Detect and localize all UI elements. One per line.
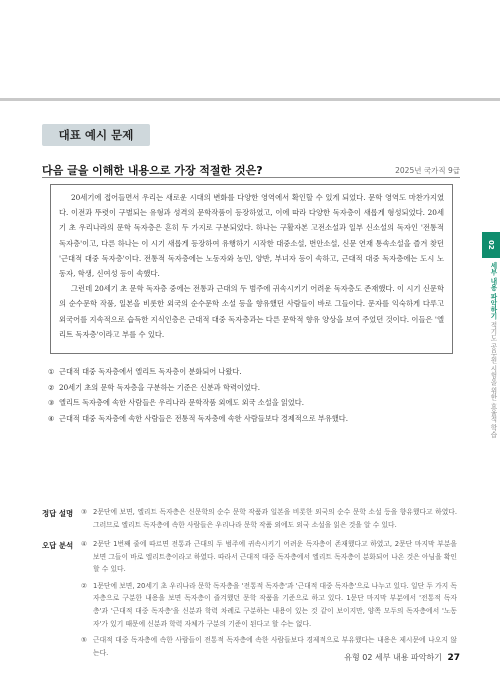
page-number: 27 [447, 653, 460, 663]
wrong-text: 근대적 대중 독자층에 속한 사람들이 전통적 독자층에 속한 사람들보다 경제적으로 부유했다는 내용은 제시문에 나오지 않는다. [93, 636, 457, 657]
choice-text: 20세기 초의 문학 독자층을 구분하는 기준은 신분과 학력이었다. [59, 382, 261, 392]
answer-number: ③ [81, 508, 88, 516]
wrong-text: 2문단 1번째 줄에 따르면 전통과 근대의 두 범주에 귀속시키기 어려운 독자층이 존재했다고 하였고, 2문단 마지막 부분을 보면 그들이 바로 엘리트층이라고 하였다. 따라서 근대적 대중 독자층에서 엘리트 독자층이 분화되어 나온 것은 아님을 확인할 수 있다. [93, 540, 457, 574]
footer-unit: 유형 02 [344, 653, 373, 662]
choice-number: ② [48, 382, 55, 392]
chapter-tab: 02 [482, 232, 500, 258]
answer-item [81, 506, 457, 531]
choice-number: ③ [48, 398, 55, 407]
answer-label: 정답 설명 [42, 509, 74, 518]
wrong-number: ② [81, 581, 88, 590]
choice-4[interactable] [48, 411, 448, 427]
footer-title: 세부 내용 파악하기 [375, 653, 442, 662]
answer-explanation [81, 506, 457, 531]
passage-paragraph: 그런데 20세기 초 문학 독자층 중에는 전통과 근대의 두 범주에 귀속시키기 어려운 독자층도 존재했다. 이 시기 신문학의 순수문학 작품, 일본을 비롯한 외국의 순수문학 소설 등을 향유했던 사람들이 바로 그들이다. 문자를 익숙하게 다루고 외국어를 지속적으로 습득한 지식인층은 근대적 대중 독자층과는 다른 문학적 향유 양상을 보여 주었던 것이다. 이들은 '엘리트 독자층'이라고 부를 수 있다. [59, 284, 444, 339]
section-tag: 대표 예시 문제 [42, 124, 150, 146]
question-divider [42, 177, 460, 178]
wrong-item [81, 580, 457, 630]
passage-paragraph: 20세기에 접어들면서 우리는 새로운 시대의 변화를 다양한 영역에서 확인할 수 있게 되었다. 문학 영역도 마찬가지였다. 이전과 뚜렷이 구별되는 유형과 성격의 문학작품이 등장하였고, 이에 따라 다양한 독자층이 새롭게 형성되었다. 20세기 초 우리나라의 문학 독자층은 흔히 두 가지로 구분되었다. 하나는 구활자본 고전소설과 일부 신소설의 독자인 '전통적 독자층'이고, 다른 하나는 이 시기 새롭게 등장하여 유행하기 시작한 대중소설, 번안소설, 신문 연재 통속소설을 즐겨 찾던 '근대적 대중 독자층'이다. 전통적 독자층에는 노동자와 농민, 양반, 부녀자 등이 속하고, 근대적 대중 독자층에는 도시 노동자, 학생, 신여성 등이 속했다. [59, 193, 444, 279]
choice-text: 근대적 대중 독자층에 속한 사람들은 전통적 독자층에 속한 사람들보다 경제적으로 부유했다. [59, 413, 348, 423]
choice-text: 엘리트 독자층에 속한 사람들은 우리나라 문학작품 외에도 외국 소설을 읽었다. [59, 398, 305, 407]
choice-3[interactable] [48, 395, 448, 411]
choice-list [48, 364, 448, 426]
side-subtitle: 적기도 공무원 시험을 위한 효율적 학습 [489, 321, 497, 438]
header-rule [0, 0, 500, 101]
side-accent-title: 세부 내용 파악하기 [489, 262, 497, 320]
wrong-answer-label: 오답 분석 [42, 541, 74, 550]
page-footer [344, 652, 460, 663]
choice-number: ④ [48, 413, 55, 423]
side-running-title [488, 262, 498, 438]
answer-text: 2문단에 보면, 엘리트 독자층은 신문학의 순수 문학 작품과 일본을 비롯한 외국의 순수 문학 소설 등을 향유했다고 하였다. 그러므로 엘리트 독자층에 속한 사람들은 우리나라 문학 작품 외에도 외국 소설을 읽은 것을 알 수 있다. [93, 508, 457, 529]
wrong-item [81, 538, 457, 576]
passage-box [50, 184, 453, 354]
wrong-number: ⑤ [81, 636, 88, 645]
wrong-answer-analysis [81, 538, 457, 659]
choice-1[interactable] [48, 364, 448, 380]
choice-text: 근대적 대중 독자층에서 엘리트 독자층이 분화되어 나왔다. [59, 367, 242, 376]
wrong-number: ④ [81, 540, 88, 548]
choice-number: ① [48, 367, 55, 376]
choice-2[interactable] [48, 380, 448, 396]
wrong-text: 1문단에 보면, 20세기 초 우리나라 문학 독자층을 '전통적 독자층'과 '근대적 대중 독자층'으로 나누고 있다. 일단 두 가지 독자층으로 구분한 내용을 보면 독자층이 즐겨했던 문학 작품을 기준으로 하고 있다. 1문단 마지막 부분에서 '전통적 독자층'과 '근대적 대중 독자층'을 신분과 학력 차례로 구분하는 내용이 있는 것 같이 보이지만, 양쪽 모두의 독자층에서 '노동자'가 있기 때문에 신분과 학력 자체가 구분의 기준이 된다고 할 수는 없다. [93, 581, 457, 628]
question-title: 다음 글을 이해한 내용으로 가장 적절한 것은? [42, 164, 263, 177]
question-source: 2025년 국가직 9급 [395, 166, 460, 175]
